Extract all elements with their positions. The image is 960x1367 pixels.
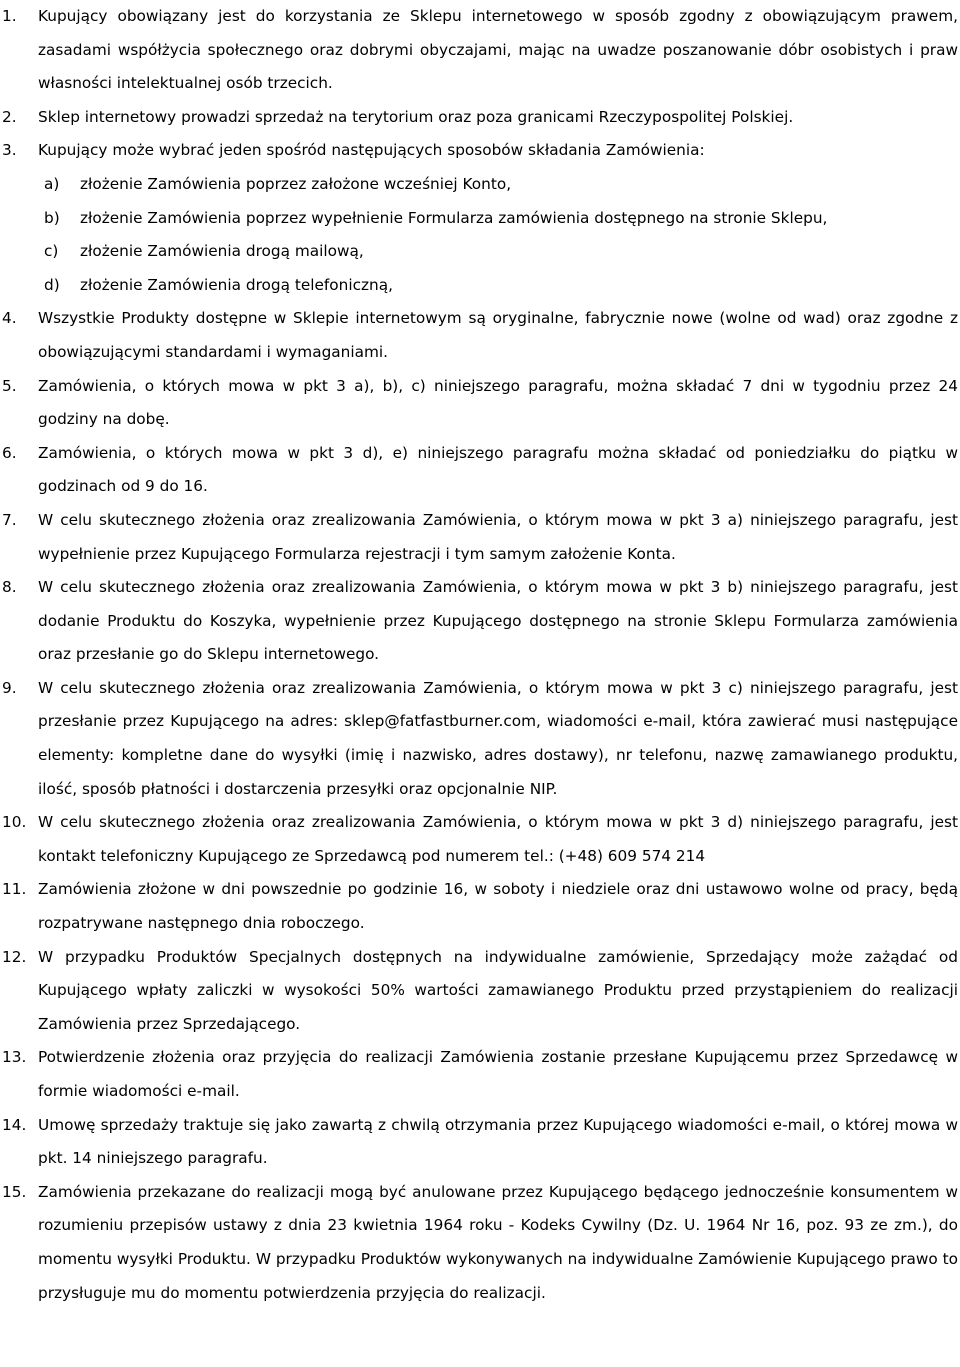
- item-text: Zamówienia, o których mowa w pkt 3 a), b), c) niniejszego paragrafu, można składać 7 dni w tygodniu przez 24 godziny na dobę.: [38, 376, 958, 429]
- item-number: 11.: [2, 880, 27, 899]
- list-item: [0, 571, 960, 672]
- sub-item-text: złożenie Zamówienia poprzez wypełnienie Formularza zamówienia dostępnego na stronie Sklepu,: [80, 208, 828, 227]
- item-text: W przypadku Produktów Specjalnych dostępnych na indywidualne zamówienie, Sprzedający może zażądać od Kupującego wpłaty zaliczki w wysokości 50% wartości zamawianego Produktu przed przystąpieniem do realizacji Zamówienia przez Sprzedającego.: [38, 947, 958, 1033]
- list-item: [0, 302, 960, 369]
- sub-item-text: złożenie Zamówienia drogą telefoniczną,: [80, 275, 393, 294]
- item-text: Kupujący obowiązany jest do korzystania ze Sklepu internetowego w sposób zgodny z obowiązującym prawem, zasadami współżycia społecznego oraz dobrymi obyczajami, mając na uwadze poszanowanie dóbr osobistych i praw własności intelektualnej osób trzecich.: [38, 7, 958, 93]
- list-item: [0, 370, 960, 437]
- list-item: [0, 134, 960, 168]
- item-number: 12.: [2, 947, 27, 966]
- sub-item-letter: a): [44, 174, 60, 193]
- item-number: 13.: [2, 1048, 27, 1067]
- item-text: Zamówienia złożone w dni powszednie po godzinie 16, w soboty i niedziele oraz dni ustawowo wolne od pracy, będą rozpatrywane następnego dnia roboczego.: [38, 880, 958, 933]
- item-text: Potwierdzenie złożenia oraz przyjęcia do realizacji Zamówienia zostanie przesłane Kupującemu przez Sprzedawcę w formie wiadomości e-mail.: [38, 1048, 958, 1100]
- item-text: W celu skutecznego złożenia oraz zrealizowania Zamówienia, o którym mowa w pkt 3 d) niniejszego paragrafu, jest kontakt telefoniczny Kupującego ze Sprzedawcą pod numerem tel.: (+48) 609 574 214: [38, 813, 958, 865]
- list-item: [0, 941, 960, 1042]
- list-item: [0, 1041, 960, 1108]
- list-item: [0, 1109, 960, 1176]
- item-text: Wszystkie Produkty dostępne w Sklepie internetowym są oryginalne, fabrycznie nowe (wolne od wad) oraz zgodne z obowiązującymi standardami i wymaganiami.: [38, 309, 958, 361]
- list-item: [0, 806, 960, 873]
- list-item: [0, 0, 960, 101]
- item-number: 2.: [2, 107, 17, 126]
- sub-list-item: [0, 202, 960, 236]
- item-number: 8.: [2, 578, 17, 597]
- item-number: 14.: [2, 1115, 27, 1134]
- item-text: Umowę sprzedaży traktuje się jako zawartą z chwilą otrzymania przez Kupującego wiadomości e-mail, o której mowa w pkt. 14 niniejszego paragrafu.: [38, 1115, 958, 1168]
- item-text: Zamówienia, o których mowa w pkt 3 d), e) niniejszego paragrafu można składać od poniedziałku do piątku w godzinach od 9 do 16.: [38, 443, 958, 496]
- item-number: 6.: [2, 443, 17, 462]
- item-number: 1.: [2, 7, 17, 25]
- item-number: 9.: [2, 678, 17, 697]
- item-number: 4.: [2, 309, 17, 328]
- item-text: W celu skutecznego złożenia oraz zrealizowania Zamówienia, o którym mowa w pkt 3 a) niniejszego paragrafu, jest wypełnienie przez Kupującego Formularza rejestracji i tym samym założenie Konta.: [38, 510, 958, 563]
- list-item: [0, 101, 960, 135]
- item-text: W celu skutecznego złożenia oraz zrealizowania Zamówienia, o którym mowa w pkt 3 c) niniejszego paragrafu, jest przesłanie przez Kupującego na adres: sklep@fatfastburner.com, wiadomości e-mail, która zawierać musi następujące elementy: kompletne dane do wysyłki (imię i nazwisko, adres dostawy), nr telefonu, nazwę zamawianego produktu, ilość, sposób płatności i dostarczenia przesyłki oraz opcjonalnie NIP.: [38, 678, 958, 798]
- sub-item-text: złożenie Zamówienia drogą mailową,: [80, 242, 364, 261]
- sub-item-letter: d): [44, 275, 60, 294]
- sub-list-item: [0, 168, 960, 202]
- item-text: Zamówienia przekazane do realizacji mogą być anulowane przez Kupującego będącego jednocześnie konsumentem w rozumieniu przepisów ustawy z dnia 23 kwietnia 1964 roku - Kodeks Cywilny (Dz. U. 1964 Nr 16, poz. 93 ze zm.), do momentu wysyłki Produktu. W przypadku Produktów wykonywanych na indywidualne Zamówienie Kupującego prawo to przysługuje mu do momentu potwierdzenia przyjęcia do realizacji.: [38, 1182, 958, 1302]
- item-text: Sklep internetowy prowadzi sprzedaż na terytorium oraz poza granicami Rzeczypospolitej Polskiej.: [38, 107, 794, 126]
- list-item: [0, 1176, 960, 1310]
- sub-item-letter: b): [44, 208, 60, 227]
- sub-item-text: złożenie Zamówienia poprzez założone wcześniej Konto,: [80, 174, 512, 193]
- sub-list-item: [0, 235, 960, 269]
- list-item: [0, 873, 960, 940]
- sub-list-item: [0, 269, 960, 303]
- item-text: W celu skutecznego złożenia oraz zrealizowania Zamówienia, o którym mowa w pkt 3 b) niniejszego paragrafu, jest dodanie Produktu do Koszyka, wypełnienie przez Kupującego dostępnego na stronie Sklepu Formularza zamówienia oraz przesłanie go do Sklepu internetowego.: [38, 578, 958, 664]
- list-item: [0, 504, 960, 571]
- item-number: 7.: [2, 510, 17, 529]
- item-text: Kupujący może wybrać jeden spośród następujących sposobów składania Zamówienia:: [38, 141, 705, 160]
- list-item: [0, 672, 960, 806]
- item-number: 5.: [2, 376, 17, 395]
- list-item: [0, 437, 960, 504]
- item-number: 3.: [2, 141, 17, 160]
- item-number: 15.: [2, 1182, 27, 1201]
- item-number: 10.: [2, 813, 27, 832]
- sub-item-letter: c): [44, 242, 59, 261]
